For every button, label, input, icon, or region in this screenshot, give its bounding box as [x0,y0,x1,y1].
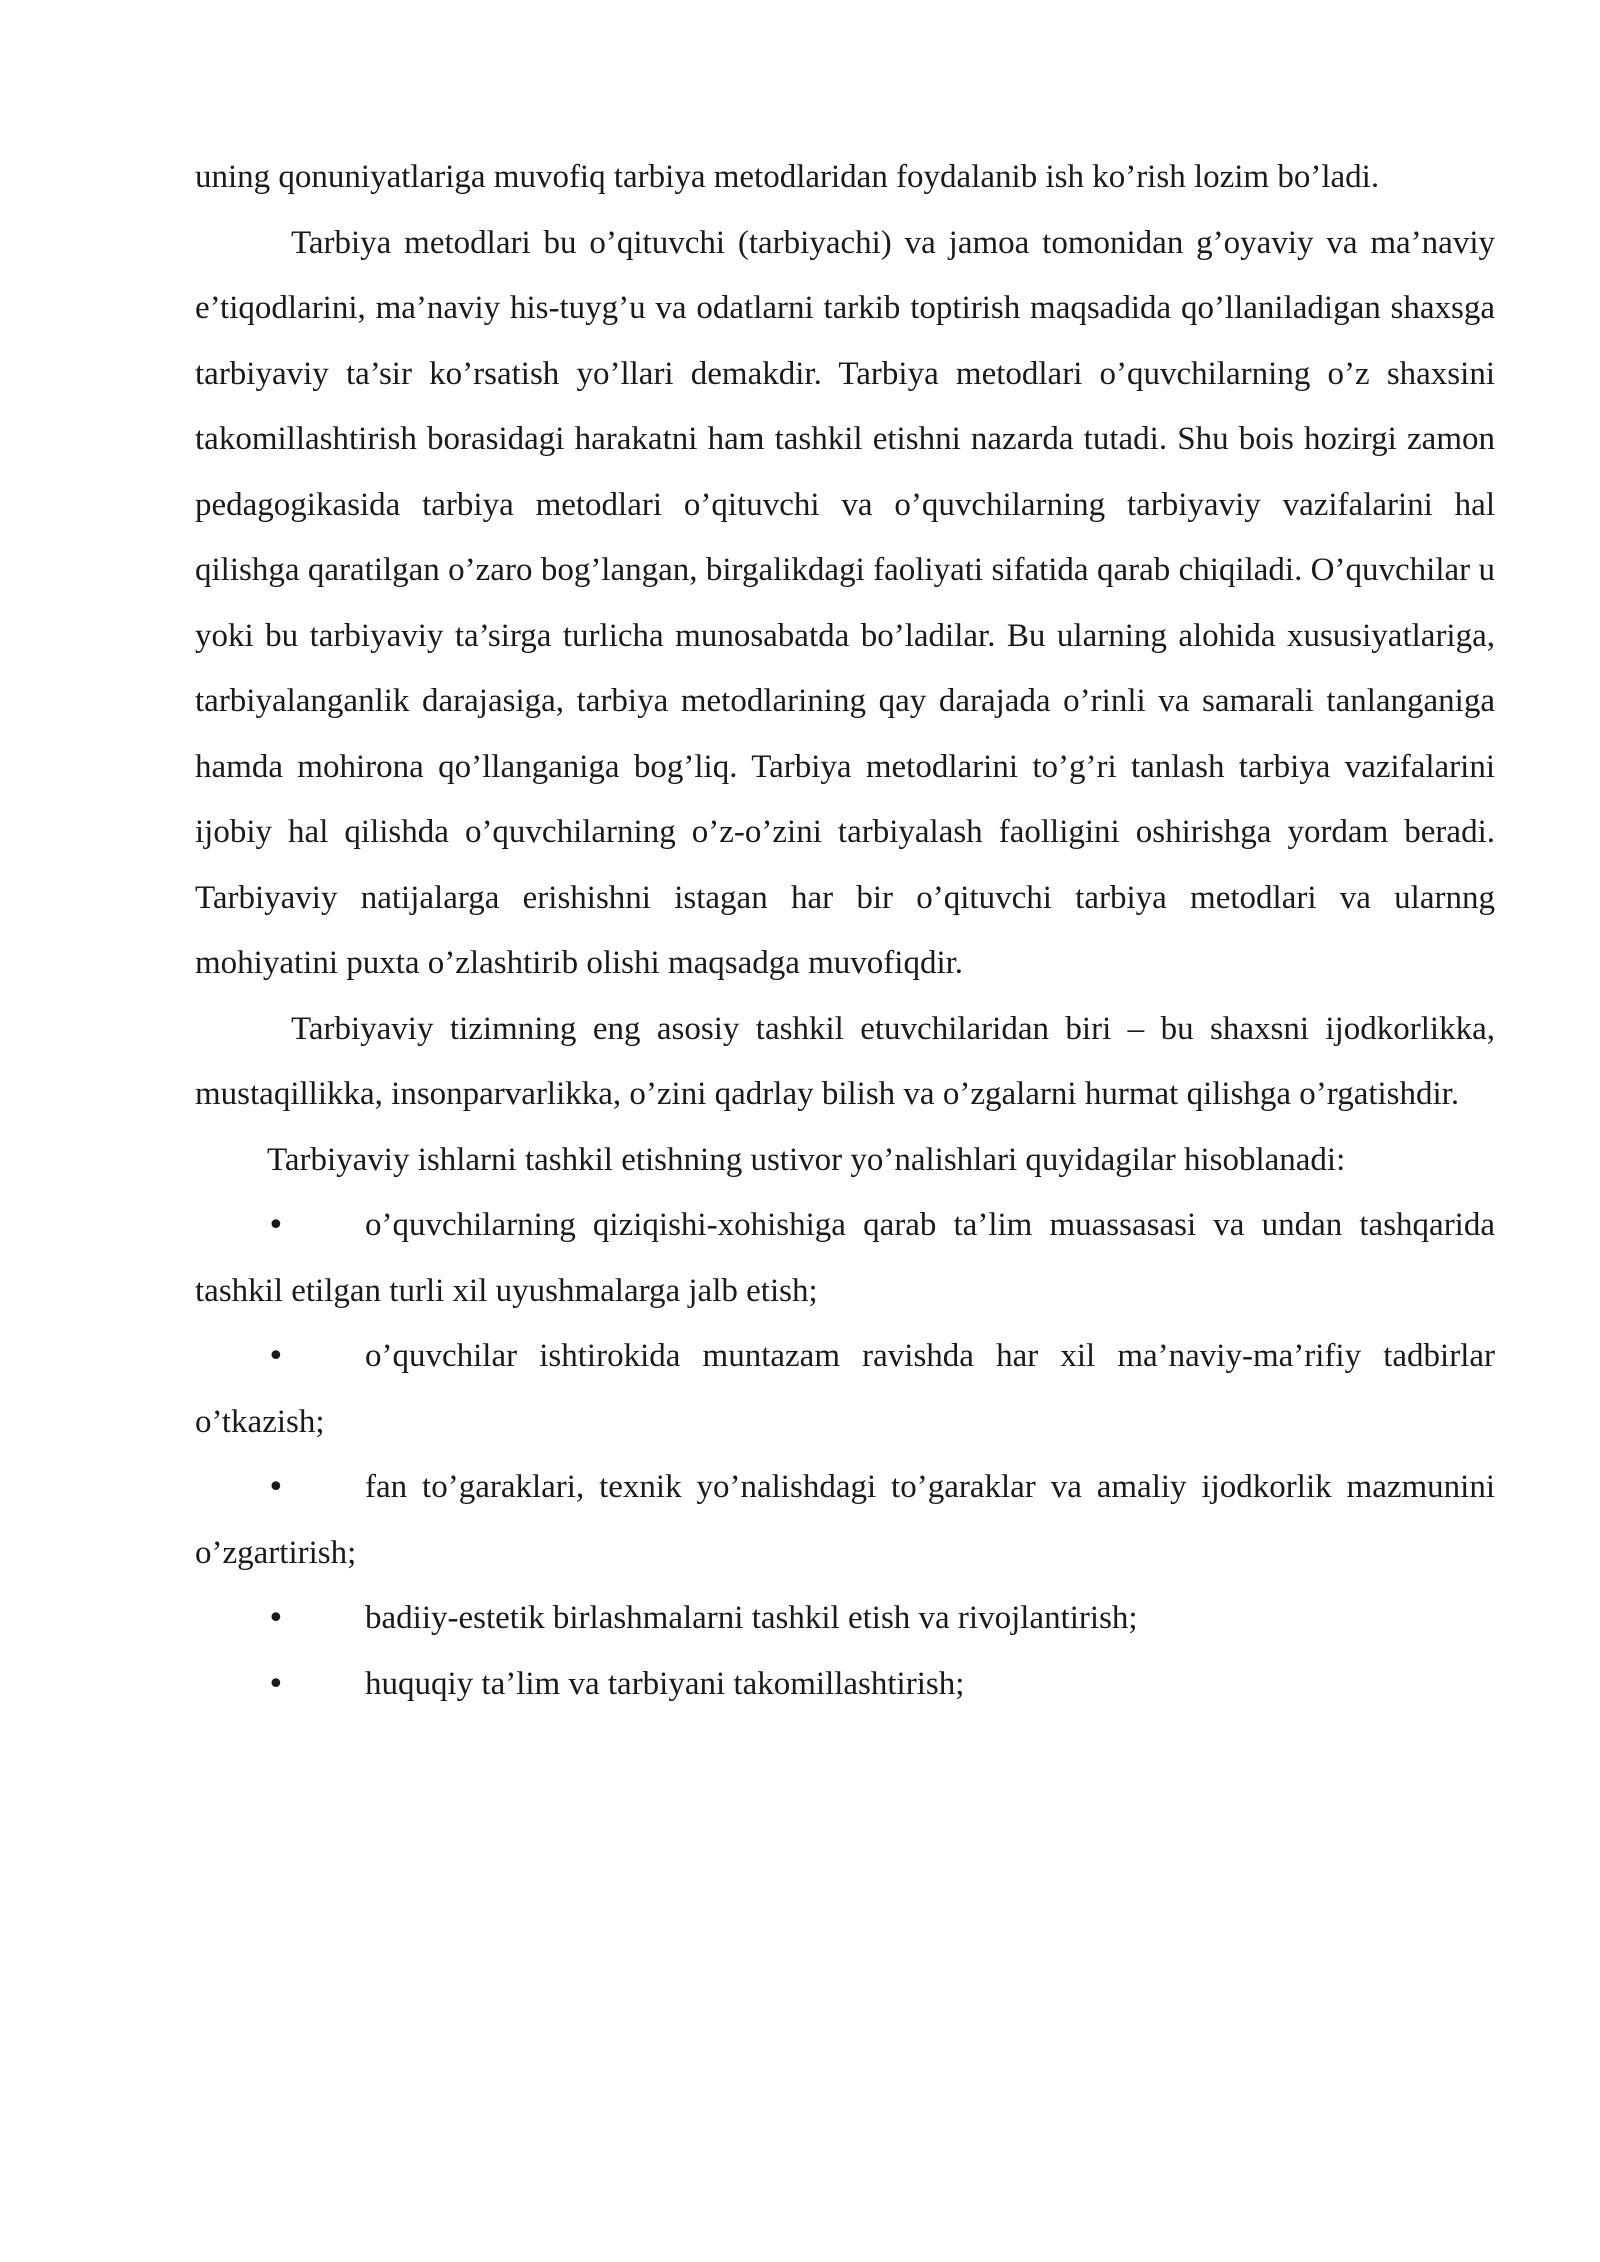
bullet-list [195,1193,1495,1717]
paragraph-tarbiya-metodlari: Tarbiya metodlari bu o’qituvchi (tarbiyachi) va jamoa tomonidan g’oyaviy va ma’naviy e’tiqodlarini, ma’naviy his-tuyg’u va odatlarni tarkib toptirish maqsadida qo’llaniladigan shaxsga tarbiyaviy ta’sir ko’rsatish yo’llari demakdir. Tarbiya metodlari o’quvchilarning o’z shaxsini takomillashtirish borasidagi harakatni ham tashkil etishni nazarda tutadi. Shu bois hozirgi zamon pedagogikasida tarbiya metodlari o’qituvchi va o’quvchilarning tarbiyaviy vazifalarini hal qilishga qaratilgan o’zaro bog’langan, birgalikdagi faoliyati sifatida qarab chiqiladi. O’quvchilar u yoki bu tarbiyaviy ta’sirga turlicha munosabatda bo’ladilar. Bu ularning alohida xususiyatlariga, tarbiyalanganlik darajasiga, tarbiya metodlarining qay darajada o’rinli va samarali tanlanganiga hamda mohirona qo’llanganiga bog’liq. Tarbiya metodlarini to’g’ri tanlash tarbiya vazifalarini ijobiy hal qilishda o’quvchilarning o’z-o’zini tarbiyalash faolligini oshirishga yordam beradi. Tarbiyaviy natijalarga erishishni istagan har bir o’qituvchi tarbiya metodlari va ularnng mohiyatini puxta o’zlashtirib olishi maqsadga muvofiqdir. [195,224,1495,981]
bullet-icon: • [267,1339,285,1374]
list-item-text: o’quvchilar ishtirokida muntazam ravishda har xil ma’naviy-ma’rifiy tadbirlar o’tkazish; [195,1338,1495,1440]
bullet-icon: • [267,1470,285,1505]
list-item-text: o’quvchilarning qiziqishi-xohishiga qarab ta’lim muassasasi va undan tashqarida tashkil etilgan turli xil uyushmalarga jalb etish; [195,1207,1495,1309]
list-item-text: huquqiy ta’lim va tarbiyani takomillashtirish; [365,1665,965,1702]
document-page [195,145,1495,1717]
list-item [195,1455,1495,1586]
list-item [195,1324,1495,1455]
list-item-text: badiiy-estetik birlashmalarni tashkil etish va rivojlantirish; [365,1600,1138,1636]
bullet-icon: • [267,1666,285,1702]
list-item-text: fan to’garaklari, texnik yo’nalishdagi to’garaklar va amaliy ijodkorlik mazmunini o’zgartirish; [195,1469,1495,1571]
list-item [195,1586,1495,1652]
paragraph-ustivor-yonalishlar: Tarbiyaviy ishlarni tashkil etishning ustivor yo’nalishlari quyidagilar hisoblanadi: [267,1141,1346,1178]
list-item [195,1652,1495,1718]
bullet-icon: • [267,1208,285,1243]
paragraph-tarbiyaviy-tizim: Tarbiyaviy tizimning eng asosiy tashkil etuvchilaridan biri – bu shaxsni ijodkorlikka, mustaqillikka, insonparvarlikka, o’zini qadrlay bilish va o’zgalarni hurmat qilishga o’rgatishdir. [195,1010,1495,1112]
bullet-icon: • [267,1601,285,1636]
list-item [195,1193,1495,1324]
paragraph-continuation: uning qonuniyatlariga muvofiq tarbiya metodlaridan foydalanib ish ko’rish lozim bo’ladi. [195,159,1380,195]
